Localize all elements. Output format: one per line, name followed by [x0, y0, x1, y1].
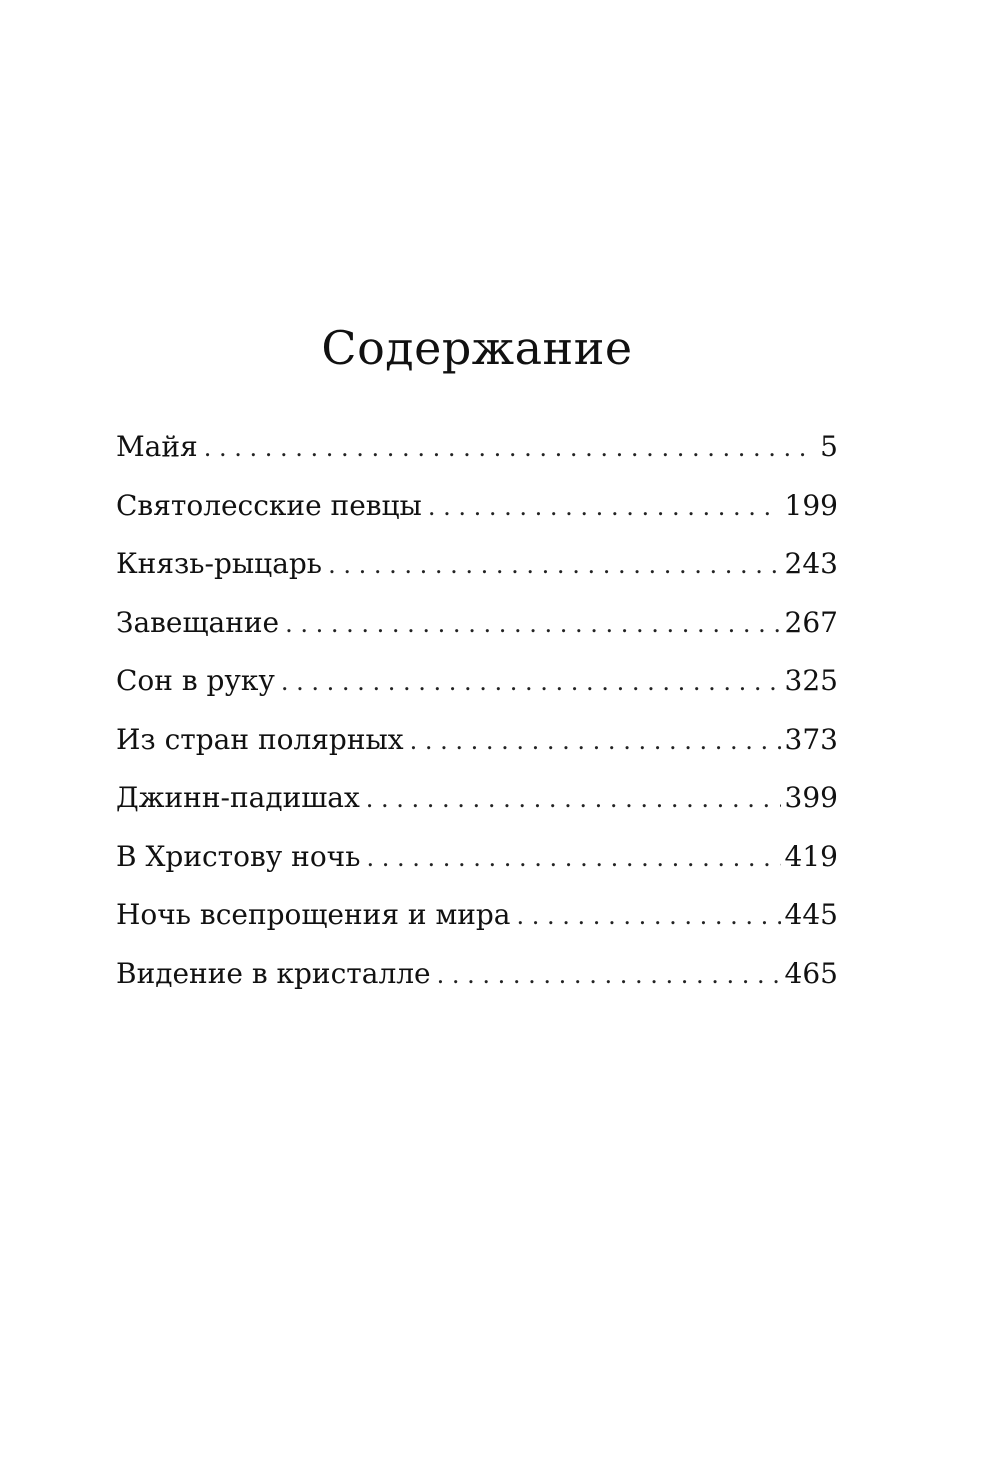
toc-entry-title: Князь-рыцарь — [116, 547, 323, 580]
toc-entry — [116, 535, 838, 594]
toc-entry-title: В Христову ночь — [116, 839, 361, 873]
toc-page-number: 373 — [784, 722, 838, 756]
toc-page-number: 325 — [784, 664, 838, 697]
toc-entry-title: Завещание — [116, 605, 280, 639]
dot-leader — [366, 829, 780, 887]
toc-entry — [116, 769, 838, 828]
toc-entry-title: Майя — [116, 430, 198, 463]
toc-page-number: 445 — [784, 898, 838, 931]
toc-entry-title: Из стран полярных — [116, 722, 404, 756]
toc-entry — [116, 477, 838, 536]
dot-leader — [428, 478, 781, 536]
toc-entry — [116, 886, 838, 945]
toc-page-number: 243 — [784, 547, 838, 580]
toc-page-number: 199 — [784, 488, 838, 522]
toc-page-number: 267 — [784, 605, 838, 639]
dot-leader — [437, 946, 781, 1004]
toc-entry-title: Джинн-падишах — [116, 781, 360, 814]
toc-entry — [116, 828, 838, 887]
toc-entry — [116, 418, 838, 477]
dot-leader — [281, 653, 781, 711]
dot-leader — [517, 887, 781, 945]
dot-leader — [204, 419, 816, 477]
dot-leader — [328, 536, 780, 594]
dot-leader — [285, 595, 780, 653]
toc-entry — [116, 594, 838, 653]
toc-page-number: 465 — [784, 956, 838, 990]
page-title: Содержание — [321, 321, 633, 375]
toc-entry — [116, 945, 838, 1004]
toc-entry-title: Сон в руку — [116, 664, 275, 697]
toc-entry-title: Видение в кристалле — [116, 956, 431, 990]
toc-entry — [116, 652, 838, 711]
toc-page-number: 5 — [820, 430, 838, 463]
dot-leader — [410, 712, 781, 770]
table-of-contents — [116, 418, 838, 1003]
toc-page-number: 419 — [784, 839, 838, 873]
dot-leader — [366, 770, 781, 828]
toc-entry — [116, 711, 838, 770]
toc-entry-title: Ночь всепрощения и мира — [116, 898, 511, 931]
toc-page-number: 399 — [784, 781, 838, 814]
toc-entry-title: Святолесские певцы — [116, 488, 422, 522]
